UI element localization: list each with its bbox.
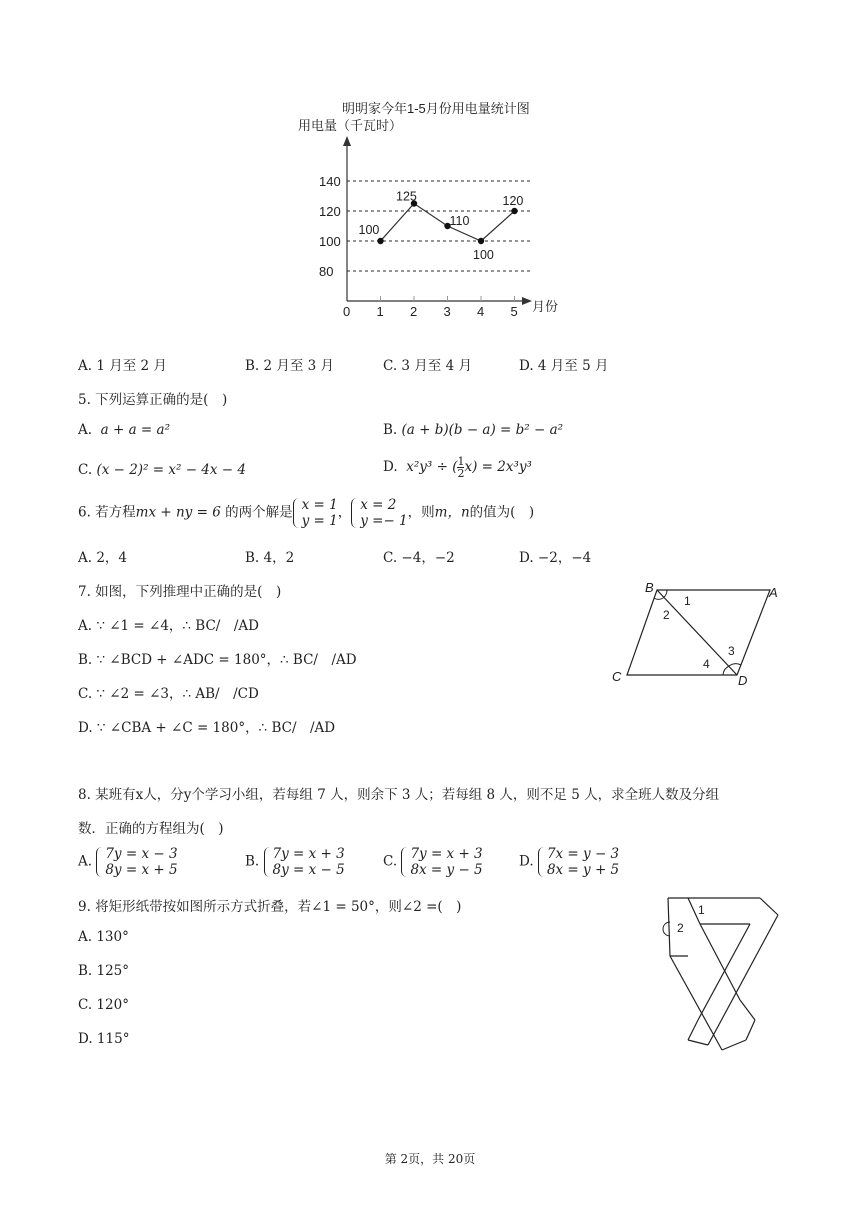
q8-stem-line1: 8. 某班有x人，分y个学习小组，若每组 7 人，则余下 3 人；若每组 8 人，则不足 5 人，求全班人数及分组: [78, 787, 720, 803]
electricity-line-chart: [290, 96, 580, 321]
q8-option-a: A. 7y = x − 3 8y = x + 5: [78, 846, 178, 878]
q7-stem: 7. 如图，下列推理中正确的是( ): [78, 584, 282, 600]
x-tick-label: 5: [510, 304, 518, 319]
label-A: A: [769, 585, 778, 600]
data-point: [478, 238, 484, 244]
data-label: 100: [358, 223, 380, 237]
q8-option-c: C. 7y = x + 3 8x = y − 5: [383, 846, 483, 878]
label-D: D: [738, 673, 748, 688]
angle-1: 1: [698, 903, 705, 917]
q6-option-c: C. −4，−2: [383, 550, 455, 566]
q5-option-d: D. x²y³ ÷ ( $\frac{1}{2}$ x) = 2x³y³: [383, 455, 532, 480]
label-B: B: [645, 580, 654, 595]
q4-option-d: D. 4 月至 5 月: [519, 358, 609, 374]
series-line: [381, 204, 515, 242]
y-tick-label: 140: [319, 174, 341, 189]
q8-option-b: B. 7y = x + 3 8y = x − 5: [245, 846, 345, 878]
q4-option-b: B. 2 月至 3 月: [245, 358, 335, 374]
q6-option-b: B. 4，2: [245, 550, 295, 566]
q6-stem: 6. 若方程mx + ny = 6 的两个解是 x = 1 y = 1 ， x = 2 y =− 1 ，则m，n的值为( ): [78, 497, 535, 529]
x-tick-label: 4: [477, 304, 485, 319]
x-tick-label: 2: [410, 304, 418, 319]
data-label: 120: [502, 194, 524, 208]
q6-option-d: D. −2，−4: [519, 550, 592, 566]
chart-xlabel: 月份: [532, 299, 559, 314]
q4-option-a: A. 1 月至 2 月: [78, 358, 167, 374]
y-tick-label: 80: [319, 264, 334, 279]
q7-option-a: A. ∵ ∠1 = ∠4，∴ BC/ /AD: [78, 618, 259, 634]
q7-option-d: D. ∵ ∠CBA + ∠C = 180°，∴ BC/ /AD: [78, 720, 336, 736]
q6-solution-1: x = 1 y = 1: [293, 497, 338, 529]
label-C: C: [612, 669, 622, 684]
angle-2: 2: [663, 608, 670, 622]
data-label: 100: [473, 248, 494, 262]
y-axis-arrow: [343, 136, 351, 146]
q5-option-c: C. (x − 2)² = x² − 4x − 4: [78, 462, 246, 478]
chart-ylabel: 用电量（千瓦时）: [298, 118, 403, 133]
x-tick-label: 1: [376, 304, 384, 319]
q4-option-c: C. 3 月至 4 月: [383, 358, 472, 374]
chart-title: 明明家今年1-5月份用电量统计图: [342, 101, 530, 116]
x-tick-label: 3: [443, 304, 451, 319]
angle-2: 2: [677, 921, 684, 935]
q5-stem: 5. 下列运算正确的是( ): [78, 392, 228, 408]
angle-1: 1: [684, 594, 691, 608]
q9-option-c: C. 120°: [78, 997, 129, 1013]
y-tick-label: 100: [319, 234, 341, 249]
angle-4: 4: [703, 657, 710, 671]
y-tick-label: 120: [319, 204, 341, 219]
data-point: [377, 238, 383, 244]
q9-option-a: A. 130°: [78, 929, 129, 945]
q7-parallelogram-figure: [605, 578, 795, 690]
q6-solution-2: x = 2 y =− 1: [351, 497, 407, 529]
q8-option-d: D. 7x = y − 3 8x = y + 5: [519, 846, 620, 878]
data-label: 110: [449, 214, 470, 228]
data-point: [511, 208, 517, 214]
q8-stem-line2: 数．正确的方程组为( ): [78, 821, 224, 837]
q9-option-b: B. 125°: [78, 963, 130, 979]
data-label: 125: [396, 189, 417, 204]
angle-3: 3: [728, 644, 735, 658]
q7-option-c: C. ∵ ∠2 = ∠3，∴ AB/ /CD: [78, 686, 259, 702]
page-footer: 第 2页，共 20页: [384, 1152, 476, 1166]
x-axis-arrow: [522, 297, 532, 305]
q9-option-d: D. 115°: [78, 1031, 130, 1047]
q5-option-a: A. a + a = a²: [78, 422, 170, 438]
q7-option-b: B. ∵ ∠BCD + ∠ADC = 180°，∴ BC/ /AD: [78, 652, 357, 668]
q6-option-a: A. 2，4: [78, 550, 128, 566]
x-tick-label: 0: [343, 304, 351, 319]
q9-folded-strip-figure: [660, 890, 790, 1052]
q5-option-b: B. (a + b)(b − a) = b² − a²: [383, 422, 564, 438]
q9-stem: 9. 将矩形纸带按如图所示方式折叠，若∠1 = 50°，则∠2 =( ): [78, 899, 462, 915]
